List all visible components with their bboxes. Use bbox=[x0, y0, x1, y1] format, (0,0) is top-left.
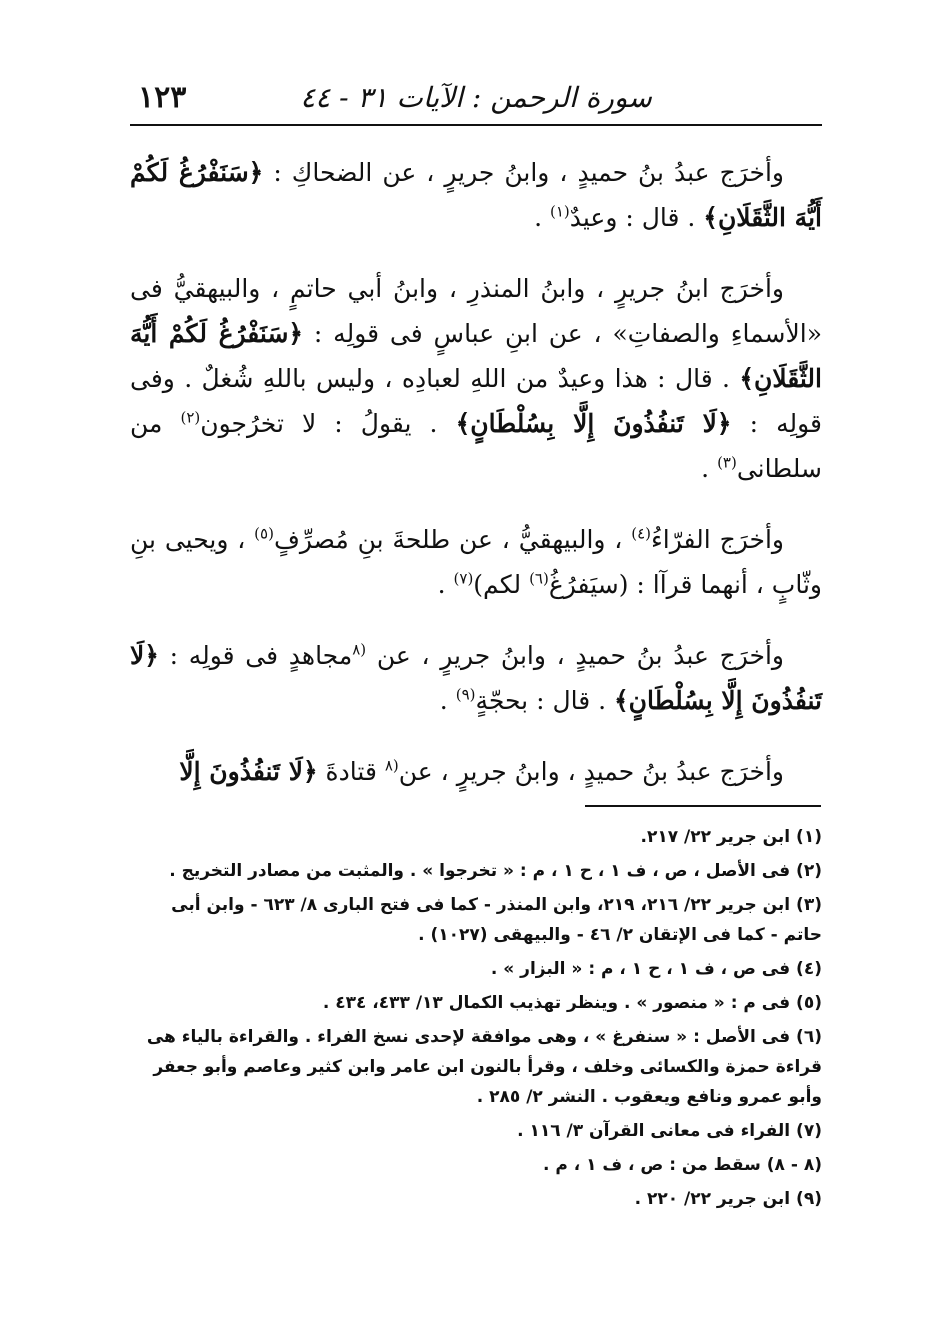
page-header bbox=[130, 78, 822, 118]
header-divider bbox=[130, 124, 822, 126]
footnote-3: (٣) ابن جرير ٢٢/ ٢١٦، ٢١٩، وابن المنذر - كما فى فتح البارى ٨/ ٦٢٣ - وابن أبى حاتم - كما فى الإتقان ٢/ ٤٦ - والبيهقى (١٠٢٧) . bbox=[171, 895, 822, 945]
footnote-7: (٧) الفراء فى معانى القرآن ٣/ ١١٦ . bbox=[517, 1121, 822, 1141]
text-run: وأخرَج الفرّاءُ bbox=[651, 525, 784, 554]
footnote-1: (١) ابن جرير ٢٢/ ٢١٧. bbox=[640, 827, 822, 847]
text-run: ، والبيهقيُّ ، عن طلحةَ بنِ مُصرِّفٍ bbox=[273, 525, 632, 554]
text-run: وأخرَج عبدُ بنُ حميدٍ ، وابنُ جريرٍ ، عن bbox=[398, 757, 784, 786]
footnote-2: (٢) فى الأصل ، ص ، ف ١ ، ح ١ ، م : « تخرجوا » . والمثبت من مصادر التخريج . bbox=[169, 861, 822, 881]
footnote-ref[interactable]: (٤) bbox=[631, 524, 652, 543]
quran-verse: ﴿سَنَفْرُغُ لَكُمْ أَيُّهَ الثَّقَلَانِ﴾ bbox=[130, 319, 822, 393]
text-run: . يقولُ : لا تخرُجون bbox=[200, 409, 456, 438]
page-number: ١٢٣ bbox=[138, 80, 187, 115]
text-run: مجاهدٍ فى قولِه : bbox=[158, 641, 353, 670]
quran-verse: ﴿سَنَفْرُغُ لَكُمْ أَيُّهَ الثَّقَلَانِ﴾ bbox=[130, 158, 822, 232]
quran-verse: ﴿لَا تَنفُذُونَ إِلَّا بِسُلْطَانٍ﴾ bbox=[130, 641, 822, 715]
footnote-9: (٩) ابن جرير ٢٢/ ٢٢٠ . bbox=[634, 1189, 822, 1209]
paragraph-5 bbox=[130, 749, 822, 794]
paragraph-1 bbox=[130, 150, 822, 240]
text-run: لكم) bbox=[473, 570, 530, 599]
text-run: . bbox=[439, 686, 456, 715]
paragraph-3 bbox=[130, 517, 822, 607]
paragraph-4 bbox=[130, 633, 822, 723]
footnote-8: (٨ - ٨) سقط من : ص ، ف ١ ، م . bbox=[542, 1155, 822, 1175]
footnote-4: (٤) فى ص ، ف ١ ، ح ١ ، م : « البزار » . bbox=[490, 959, 822, 979]
footnote-5: (٥) فى م : « منصور » . وينظر تهذيب الكمال ١٣/ ٤٣٣، ٤٣٤ . bbox=[322, 993, 822, 1013]
footnote-ref[interactable]: (٣) bbox=[717, 453, 737, 472]
main-text bbox=[130, 150, 822, 820]
footnote-ref[interactable]: (٩) bbox=[455, 685, 476, 704]
text-run: . bbox=[534, 203, 550, 232]
text-run: وأخرَج ابنُ جريرٍ ، وابنُ المنذرِ ، وابنُ أبي حاتمٍ ، والبيهقيُّ فى «الأسماءِ والصفاتِ» ، عن ابنِ عباسٍ فى قولِه : bbox=[130, 274, 822, 348]
footnote-ref[interactable]: (٦) bbox=[529, 569, 549, 588]
footnote-6: (٦) فى الأصل : « سنفرغ » ، وهى موافقة لإحدى نسخ الفراء . والقراءة بالياء هى قراءة حمزة والكسائى وخلف ، وقرأ بالنون ابن عامر وابن كثير وعاصم وأبو جعفر وأبو عمرو ونافع ويعقوب . النشر ٢/ ٢٨٥ . bbox=[146, 1027, 822, 1107]
text-run: . bbox=[437, 570, 454, 599]
footnote-ref[interactable]: (٨ bbox=[352, 640, 367, 659]
footnotes bbox=[130, 822, 822, 1218]
text-run: قتادةَ bbox=[317, 757, 385, 786]
footnote-ref[interactable]: (٧) bbox=[453, 569, 474, 588]
footnote-ref[interactable]: (٥) bbox=[254, 524, 274, 543]
footnote-ref[interactable]: (١) bbox=[549, 202, 570, 221]
quran-verse: ﴿لَا تَنفُذُونَ إِلَّا bbox=[179, 757, 318, 786]
text-run: وأخرَج عبدُ بنُ حميدٍ ، وابنُ جريرٍ ، عن bbox=[366, 641, 784, 670]
text-run: وأخرَج عبدُ بنُ حميدٍ ، وابنُ جريرٍ ، عن الضحاكِ : bbox=[263, 158, 784, 187]
quran-verse: ﴿لَا تَنفُذُونَ إِلَّا بِسُلْطَانٍ﴾ bbox=[455, 409, 732, 438]
text-run: ، ويحيى بنِ وثّابٍ ، أنهما قرآا : (سيَفرُغُ bbox=[130, 525, 822, 599]
text-run: . قال : وعيدٌ bbox=[569, 203, 704, 232]
text-run: من سلطانى bbox=[130, 409, 822, 483]
paragraph-2 bbox=[130, 266, 822, 491]
footnote-ref[interactable]: (٨ bbox=[384, 756, 399, 775]
running-title: سورة الرحمن : الآيات ٣١ - ٤٤ bbox=[300, 81, 652, 114]
text-run: . bbox=[701, 454, 718, 483]
footnote-ref[interactable]: (٢) bbox=[180, 408, 201, 427]
text-run: . قال : بحجّةٍ bbox=[475, 686, 615, 715]
text-run: . قال : هذا وعيدٌ من اللهِ لعبادِه ، وليس باللهِ شُغلٌ . وفى قولِه : bbox=[130, 364, 822, 438]
footnote-divider bbox=[585, 805, 821, 807]
